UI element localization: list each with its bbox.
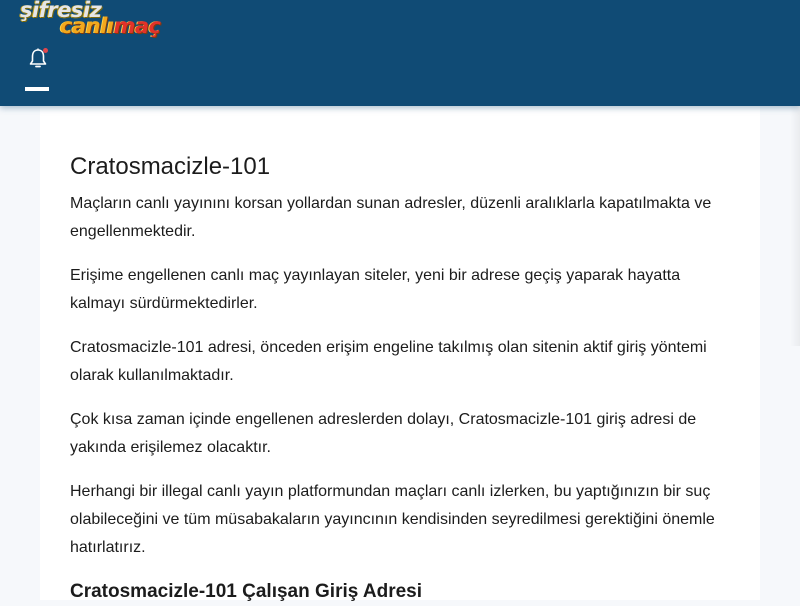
- logo-line-1: şifresiz: [20, 0, 102, 22]
- page-edge-shadow: [790, 106, 800, 346]
- article-paragraph: Erişime engellenen canlı maç yayınlayan siteler, yeni bir adrese geçiş yaparak hayatta kalmayı sürdürmektedirler.: [70, 267, 681, 312]
- article-paragraph: Herhangi bir illegal canlı yayın platformundan maçları canlı izlerken, bu yaptığınızın bir suç olabileceğini ve tüm müsabakaların yayıncının kendisinden seyredilmesi gerektiğini önemle hatırlatırız.: [70, 483, 715, 556]
- article-card: [40, 106, 760, 600]
- article-paragraph: Çok kısa zaman içinde engellenen adreslerden dolayı, Cratosmacizle-101 giriş adresi de yakında erişilemez olacaktır.: [70, 411, 697, 456]
- article-paragraph: Cratosmacizle-101 adresi, önceden erişim engeline takılmış olan sitenin aktif giriş yöntemi olarak kullanılmaktadır.: [70, 339, 707, 384]
- logo-line-2: [60, 14, 160, 38]
- article-title: Cratosmacizle-101: [70, 153, 271, 180]
- site-logo[interactable]: [20, 0, 166, 40]
- hamburger-menu-icon[interactable]: [25, 87, 49, 91]
- site-header: [0, 0, 800, 106]
- notification-badge: [43, 48, 48, 53]
- logo-line-2-main: canlı: [60, 14, 114, 38]
- article-subheading: Cratosmacizle-101 Çalışan Giriş Adresi: [70, 581, 423, 602]
- logo-line-2-accent: maç: [113, 14, 161, 38]
- article-content: [70, 150, 730, 606]
- article-paragraph: Maçların canlı yayınını korsan yollardan sunan adresler, düzenli aralıklarla kapatılmakta ve engellenmektedir.: [70, 195, 712, 240]
